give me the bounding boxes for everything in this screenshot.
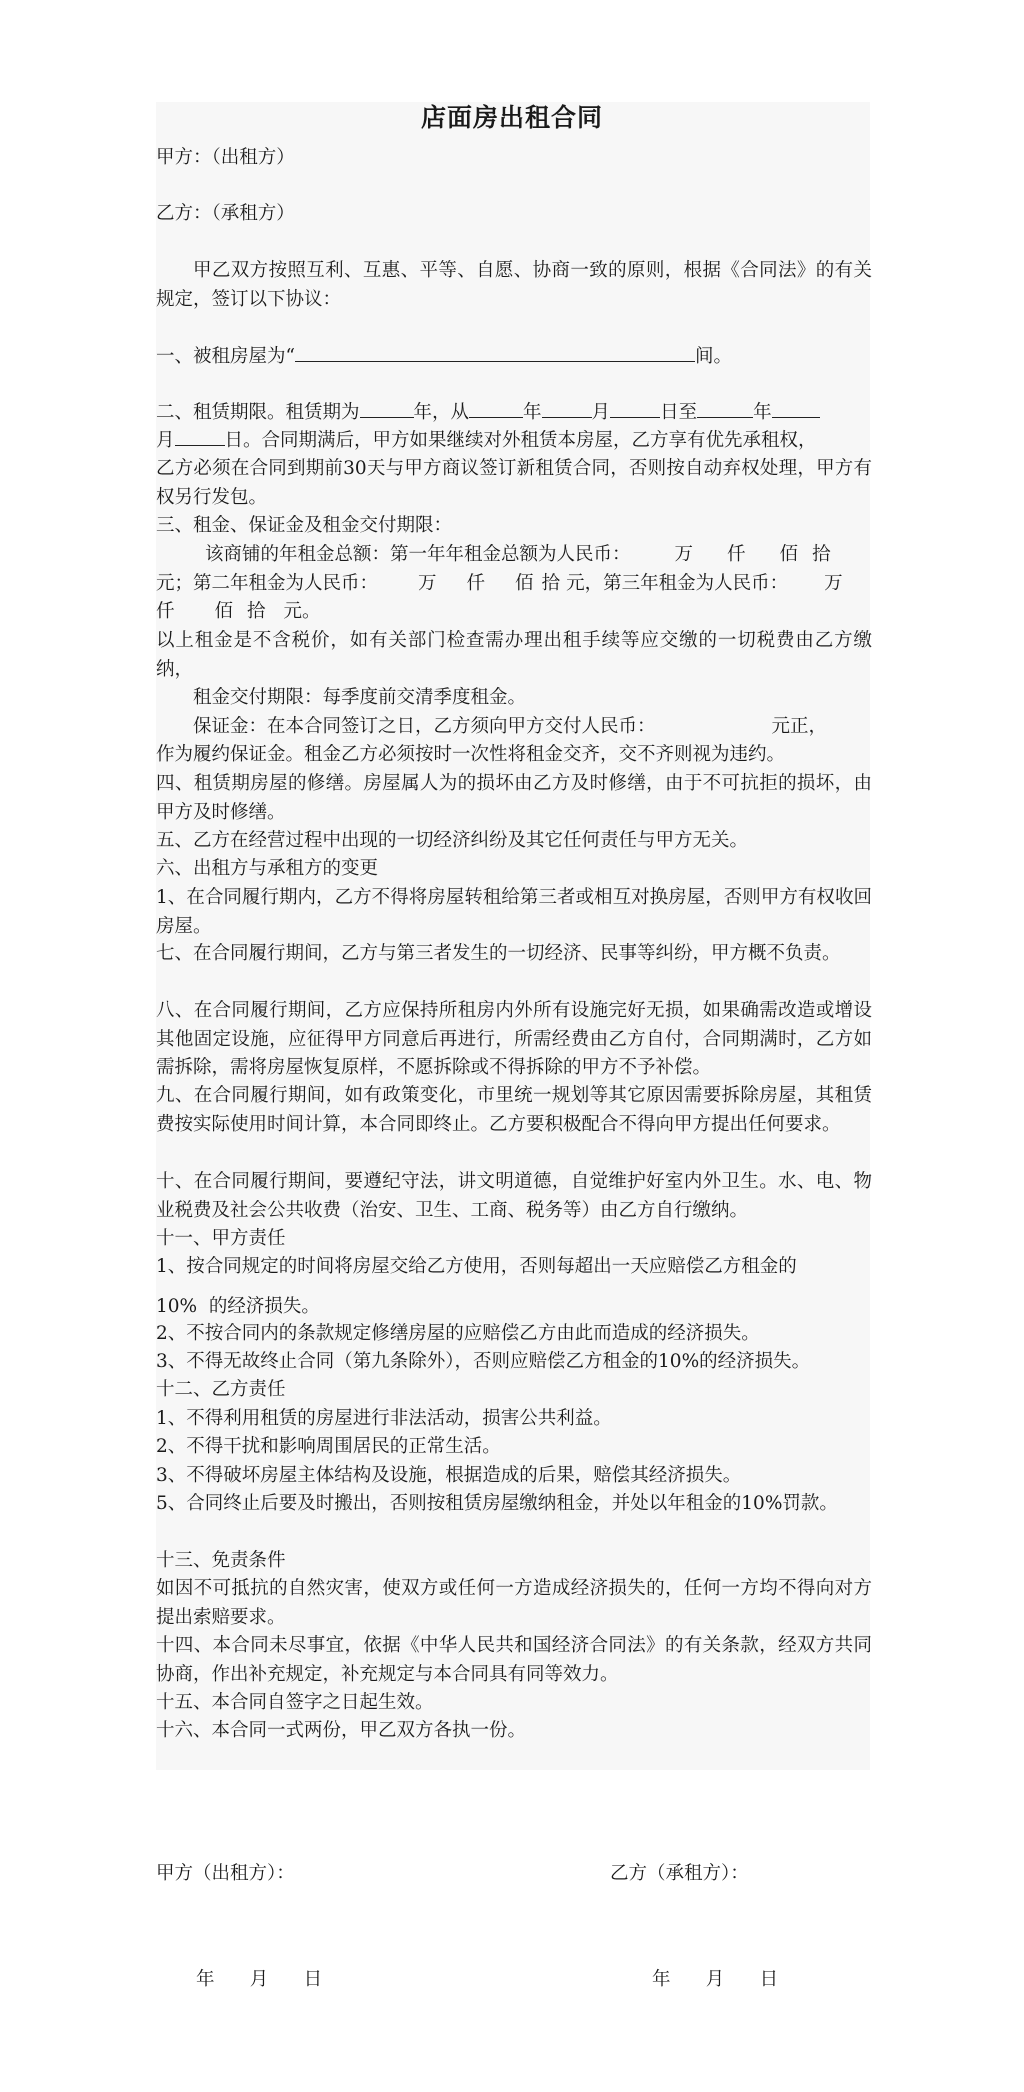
clause-5: 五、乙方在经营过程中出现的一切经济纠纷及其它任何责任与甲方无关。 [156,830,749,851]
rent-line-1 [205,541,831,570]
deposit-text: 元正， [771,716,828,737]
clause-8: 八、在合同履行期间，乙方应保持所租房内外所有设施完好无损，如果确需改造或增设其他固定设施，应征得甲方同意后再进行，所需经费由乙方自付，合同期满时，乙方如需拆除，需将房屋恢复原样，不愿拆除或不得拆除的甲方不予补偿。 [156,1000,872,1078]
clause-12-item-2: 2、不得干扰和影响周围居民的正常生活。 [156,1436,501,1457]
rent-unit: 拾 [247,601,266,622]
clause-11-item-3: 3、不得无故终止合同（第九条除外），否则应赔偿乙方租金的10%的经济损失。 [156,1351,811,1372]
clause-15: 十五、本合同自签字之日起生效。 [156,1692,434,1713]
clause-2-text: 年 [753,402,772,423]
tax-note: 以上租金是不含税价，如有关部门检查需办理出租手续等应交缴的一切税费由乙方缴纳， [156,630,872,680]
deposit-line [193,713,827,742]
room-blank[interactable] [295,343,695,362]
clause-11-title: 十一、甲方责任 [156,1228,286,1249]
start-day-blank[interactable] [610,399,660,418]
clause-11-item-1: 1、按合同规定的时间将房屋交给乙方使用，否则每超出一天应赔偿乙方租金的 [156,1256,797,1277]
clause-11-item-1-cont: 10% 的经济损失。 [156,1296,320,1317]
clause-2-rest: 乙方必须在合同到期前30天与甲方商议签订新租赁合同，否则按自动弃权处理，甲方有权另行发包。 [156,458,872,508]
start-month-blank[interactable] [542,399,592,418]
deposit-rest: 作为履约保证金。租金乙方必须按时一次性将租金交齐，交不齐则视为违约。 [156,744,786,765]
clause-4: 四、租赁期房屋的修缮。房屋属人为的损坏由乙方及时修缮，由于不可抗拒的损坏，由甲方及时修缮。 [156,773,872,823]
rent-unit: 佰 [779,544,799,565]
clause-13-title: 十三、免责条件 [156,1550,286,1571]
rent-unit: 佰 [214,601,234,622]
clause-3-title: 三、租金、保证金及租金交付期限： [156,515,453,536]
rent-unit: 万 [418,573,437,594]
rent-unit: 仟 [727,544,746,565]
clause-1-text: 一、被租房屋为“ [156,346,295,367]
clause-1-end: 间。 [694,346,732,367]
clause-6-title: 六、出租方与承租方的变更 [156,858,379,879]
clause-2-text: 日至 [660,402,698,423]
start-year-blank[interactable] [469,399,523,418]
rent-unit: 拾 [541,573,561,594]
party-a-label: 甲方：（出租方） [156,147,295,168]
clause-2-text: 月 [591,402,611,423]
rent-line-3 [156,598,321,627]
clause-2-text: 年 [523,402,542,423]
rent-line-2 [156,570,843,599]
signature-party-b: 乙方（承租方）： [610,1863,749,1884]
clause-2-line1 [156,399,820,428]
signature-party-a: 甲方（出租方）： [156,1863,295,1884]
clause-1 [156,343,732,372]
rent-unit: 万 [824,573,843,594]
clause-2-line2 [156,427,817,456]
date-party-b: 年 月 日 [652,1969,779,1990]
clause-13: 如因不可抵抗的自然灾害，使双方或任何一方造成经济损失的，任何一方均不得向对方提出索赔要求。 [156,1578,872,1628]
deposit-text: 保证金：在本合同签订之日，乙方须向甲方交付人民币： [193,716,656,737]
rent-unit: 仟 [156,601,175,622]
clause-16: 十六、本合同一式两份，甲乙双方各执一份。 [156,1720,527,1741]
end-day-blank[interactable] [175,427,225,446]
rent-text: 该商铺的年租金总额：第一年年租金总额为人民币： [205,544,631,565]
payment-term: 租金交付期限：每季度前交清季度租金。 [193,687,527,708]
rent-unit: 佰 [515,573,534,594]
end-month-blank[interactable] [772,399,820,418]
clause-12-item-3: 3、不得破坏房屋主体结构及设施，根据造成的后果，赔偿其经济损失。 [156,1465,742,1486]
end-year-blank[interactable] [697,399,753,418]
date-party-a: 年 月 日 [196,1969,323,1990]
rent-unit: 元。 [283,601,321,622]
clause-12-title: 十二、乙方责任 [156,1379,286,1400]
contract-title: 店面房出租合同 [420,103,603,132]
intro-paragraph: 甲乙双方按照互利、互惠、平等、自愿、协商一致的原则，根据《合同法》的有关规定，签订以下协议： [156,260,872,310]
clause-2-text: 二、租赁期限。租赁期为 [156,402,360,423]
party-b-label: 乙方：（承租方） [156,203,295,224]
rent-unit: 万 [674,544,694,565]
clause-9: 九、在合同履行期间，如有政策变化，市里统一规划等其它原因需要拆除房屋，其租赁费按实际使用时间计算，本合同即终止。乙方要积极配合不得向甲方提出任何要求。 [156,1085,872,1135]
clause-12-item-5: 5、合同终止后要及时搬出，否则按租赁房屋缴纳租金，并处以年租金的10%罚款。 [156,1493,838,1514]
clause-7: 七、在合同履行期间，乙方与第三者发生的一切经济、民事等纠纷，甲方概不负责。 [156,943,841,964]
rent-text: 元，第三年租金为人民币： [566,573,789,594]
clause-10: 十、在合同履行期间，要遵纪守法，讲文明道德，自觉维护好室内外卫生。水、电、物业税费及社会公共收费（治安、卫生、工商、税务等）由乙方自行缴纳。 [156,1171,872,1221]
rent-text: 元；第二年租金为人民币： [156,573,379,594]
rent-unit: 拾 [812,544,831,565]
rent-unit: 仟 [466,573,486,594]
term-years-blank[interactable] [360,399,414,418]
clause-2-text: 年，从 [413,402,470,423]
clause-2-text: 月 [156,430,175,451]
clause-11-item-2: 2、不按合同内的条款规定修缮房屋的应赔偿乙方由此而造成的经济损失。 [156,1323,760,1344]
clause-14: 十四、本合同未尽事宜，依据《中华人民共和国经济合同法》的有关条款，经双方共同协商，作出补充规定，补充规定与本合同具有同等效力。 [156,1635,872,1685]
clause-12-item-1: 1、不得利用租赁的房屋进行非法活动，损害公共利益。 [156,1408,612,1429]
clause-2-text: 日。合同期满后，甲方如果继续对外租赁本房屋，乙方享有优先承租权， [224,430,817,451]
clause-6-item-1: 1、在合同履行期内，乙方不得将房屋转租给第三者或相互对换房屋，否则甲方有权收回房屋。 [156,887,872,937]
